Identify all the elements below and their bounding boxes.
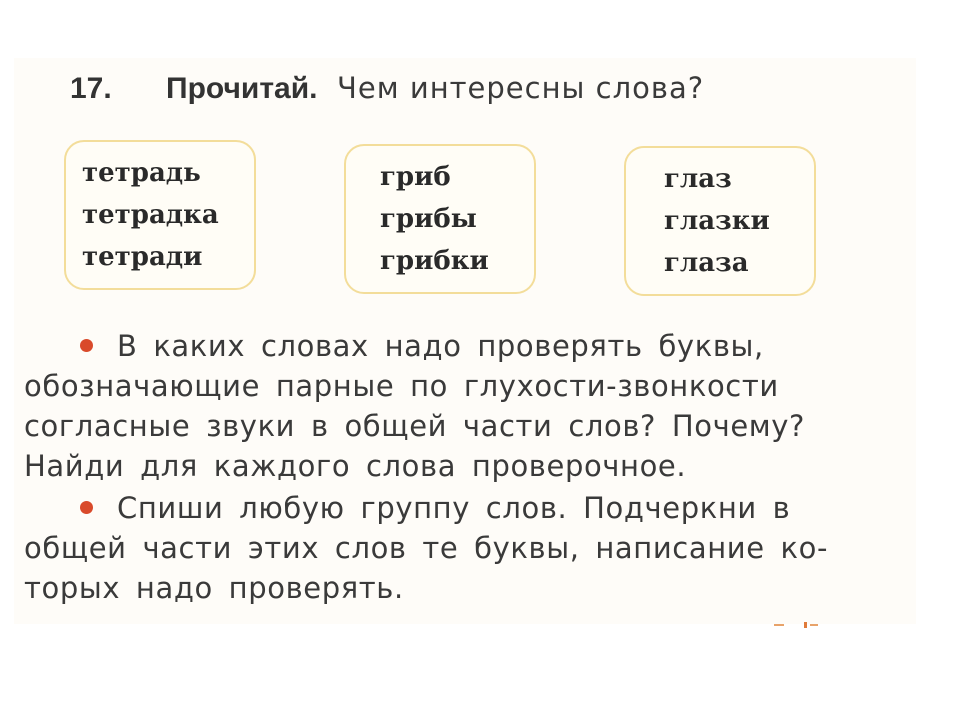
word-group-box xyxy=(64,140,256,290)
word-group-box xyxy=(624,146,816,296)
exercise-question: Чем интересны слова? xyxy=(337,71,705,105)
task-line xyxy=(24,488,904,528)
exercise-header xyxy=(70,68,704,109)
word-group-box xyxy=(344,144,536,294)
word-item: тетради xyxy=(82,242,203,272)
task-paragraph xyxy=(24,488,904,608)
task-paragraph xyxy=(24,326,904,486)
word-item: тетрадка xyxy=(82,200,219,230)
exercise-number: 17. xyxy=(70,72,112,105)
word-item: тетрадь xyxy=(82,158,201,188)
task-line: Найди для каждого слова проверочное. xyxy=(24,449,687,483)
word-item: глаза xyxy=(664,248,749,278)
word-item: грибы xyxy=(380,204,477,234)
task-text: В каких словах надо проверять буквы, xyxy=(117,329,764,363)
decorative-mark-icon xyxy=(774,622,822,628)
task-line: согласные звуки в общей части слов? Почему? xyxy=(24,409,805,443)
word-item: глаз xyxy=(664,164,732,194)
word-item: глазки xyxy=(664,206,770,236)
word-item: гриб xyxy=(380,162,451,192)
exercise-instruction: Прочитай. xyxy=(166,72,318,105)
task-line: общей части этих слов те буквы, написание ко- xyxy=(24,531,829,565)
task-line xyxy=(24,326,904,366)
task-text: Спиши любую группу слов. Подчеркни в xyxy=(117,491,791,525)
task-line: обозначающие парные по глухости-звонкости xyxy=(24,369,779,403)
textbook-page xyxy=(14,58,916,624)
bullet-icon xyxy=(80,339,93,352)
word-item: грибки xyxy=(380,246,489,276)
task-line: торых надо проверять. xyxy=(24,571,404,605)
bullet-icon xyxy=(80,501,93,514)
